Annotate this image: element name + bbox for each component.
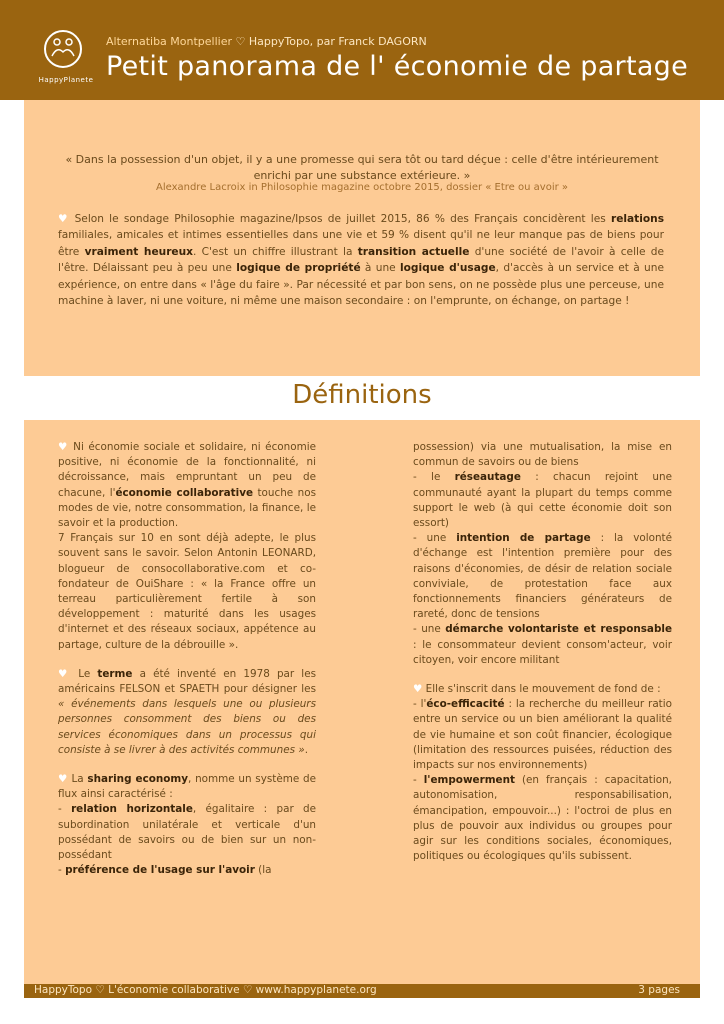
intro-text: . C'est un chiffre illustrant la — [192, 245, 358, 258]
paragraph — [58, 667, 316, 758]
intro-keyword: relations — [610, 213, 664, 225]
intro-keyword: logique d'usage — [400, 262, 496, 275]
paragraph — [58, 802, 316, 863]
paragraph — [58, 863, 316, 878]
text: . — [304, 743, 309, 756]
keyword: relation horizontale — [71, 803, 193, 816]
keyword: sharing economy — [87, 773, 189, 786]
intro-keyword: vraiment heureux — [84, 245, 193, 258]
definitions-title: Définitions — [292, 380, 432, 410]
heart-icon: ♥ — [58, 667, 72, 680]
text: Elle s'inscrit dans le mouvement de fond de : — [422, 683, 661, 696]
text: : la volonté d'échange est l'intention première pour des raisons d'économies, de désir de relation sociale conviviale, de protestation face aux fonctionnements financiers générateurs de rareté, donc de tensions — [413, 532, 672, 621]
heart-icon: ♥ — [58, 441, 69, 453]
keyword: démarche volontariste et responsable — [445, 623, 672, 636]
paragraph — [413, 531, 672, 622]
italic-quote: « événements dans lesquels une ou plusieurs personnes consomment des biens ou des services économiques dans un processus qui consiste à se livrer à des activités communes » — [58, 698, 316, 756]
keyword: terme — [97, 667, 133, 680]
paragraph — [413, 697, 672, 773]
title-part-a: Petit panorama de l' — [106, 51, 385, 82]
title-part-b: économie de partage — [393, 51, 689, 82]
text: - — [58, 864, 66, 877]
header-bar — [0, 0, 724, 100]
heart-icon: ♥ — [58, 213, 70, 225]
paragraph — [58, 440, 316, 531]
keyword: l'empowerment — [423, 774, 515, 787]
definitions-right-column — [413, 440, 672, 864]
paragraph — [413, 622, 672, 668]
text: touche nos modes de vie, notre consommation, la finance, le savoir et la production. — [58, 486, 316, 530]
paragraph — [413, 470, 672, 531]
text: (en français : capacitation, autonomisation, responsabilisation, émancipation, empouvoir...) : l'octroi de plus en plus de pouvoir aux individus ou groupes pour agir sur les conditions sociales, économiques, politiques ou écologiques qu'ils subissent. — [413, 774, 672, 863]
text: : chacun rejoint une communauté ayant la plupart du temps comme support le web (à qui cette économie doit son essort) — [413, 471, 672, 530]
intro-paragraph — [58, 211, 664, 309]
paragraph — [413, 682, 672, 697]
paragraph: possession) via une mutualisation, la mise en commun de savoirs ou de biens — [413, 441, 672, 469]
text: - une — [413, 532, 457, 545]
text: - l' — [413, 698, 427, 711]
intro-text: d'une société de l'avoir à celle de l'être. Délaissant peu à peu une — [58, 245, 664, 275]
header-subtitle — [106, 35, 427, 48]
logo-text: HappyPlanete — [38, 76, 94, 84]
text: , égalitaire : par de subordination unilatérale et verticale d'un possédant de savoirs ou de bien sur un non-possédant — [58, 803, 317, 862]
quote-source: Alexandre Lacroix in Philosophie magazine octobre 2015, dossier « Etre ou avoir » — [155, 182, 569, 193]
intro-text: , d'accès à un service et à une expérience, on entre dans « l'âge du faire ». Par nécessité et par bon sens, on ne possède plus une perceuse, une machine à laver, ni une voiture, ni même une maison secondaire : on l'emprunte, on échange, on partage ! — [58, 262, 664, 308]
text: La — [67, 773, 88, 786]
text: - — [413, 774, 424, 787]
text: : le consommateur devient consom'acteur, voir citoyen, voir encore militant — [413, 638, 672, 666]
heart-icon: ♥ — [413, 683, 423, 696]
text: Le — [71, 667, 98, 680]
text: , nomme un système de flux ainsi caractérisé : — [58, 773, 316, 801]
paragraph — [413, 773, 672, 864]
text: - une — [413, 623, 446, 636]
text: Ni économie sociale et solidaire, ni économie positive, ni économie de la fonctionnalité, ni décroissance, mais empruntant un peu de chacune, l' — [58, 441, 316, 499]
intro-text: à une — [360, 262, 400, 275]
text: (la — [254, 864, 272, 877]
subtitle-rest: ♡ HappyTopo, par Franck DAGORN — [235, 35, 427, 48]
text: - — [58, 803, 72, 816]
keyword: économie collaborative — [115, 486, 254, 499]
footer-page-count: 3 pages — [638, 984, 680, 996]
subtitle-org: Alternatiba Montpellier — [106, 35, 233, 48]
happyplanete-logo — [38, 30, 94, 90]
heart-icon: ♥ — [58, 773, 68, 786]
text: : la recherche du meilleur ratio entre un service ou un bien améliorant la qualité de vie humaine et son coût financier, écologique (limitation des ressources puisées, réduction des impacts sur nos environnements) — [413, 698, 673, 772]
intro-keyword: transition actuelle — [357, 245, 470, 258]
people-icon — [46, 32, 80, 66]
paragraph — [58, 772, 316, 802]
intro-keyword: logique de propriété — [236, 262, 361, 275]
page-title — [106, 51, 688, 82]
definitions-left-column — [58, 440, 316, 878]
keyword: intention de partage — [456, 532, 591, 545]
intro-quote: « Dans la possession d'un objet, il y a une promesse qui sera tôt ou tard déçue : celle d'être intérieurement enrichi par une substance extérieure. » — [65, 153, 659, 182]
paragraph: 7 Français sur 10 en sont déjà adepte, le plus souvent sans le savoir. Selon Antonin LEONARD, blogueur de consocollaborative.com et co-fondateur de OuiShare : « la France offre un terreau particulièrement fertile à son développement : maturité dans les usages d'internet et des réseaux sociaux, appétence au partage, culture de la débrouille ». — [58, 532, 316, 651]
keyword: éco-efficacité — [426, 698, 505, 711]
keyword: réseautage — [454, 471, 521, 484]
text: - le — [413, 471, 455, 484]
text: a été inventé en 1978 par les américains FELSON et SPAETH pour désigner les — [58, 667, 316, 696]
intro-text: familiales, amicales et intimes essentielles dans une vie et 59 % disent qu'il ne leur manque pas de biens pour être — [58, 229, 664, 258]
footer-left: HappyTopo ♡ L'économie collaborative ♡ www.happyplanete.org — [34, 984, 377, 996]
logo-circle-icon — [44, 30, 82, 68]
keyword: préférence de l'usage sur l'avoir — [65, 864, 255, 877]
intro-text: Selon le sondage Philosophie magazine/Ipsos de juillet 2015, 86 % des Français concidèrent les — [69, 213, 611, 225]
